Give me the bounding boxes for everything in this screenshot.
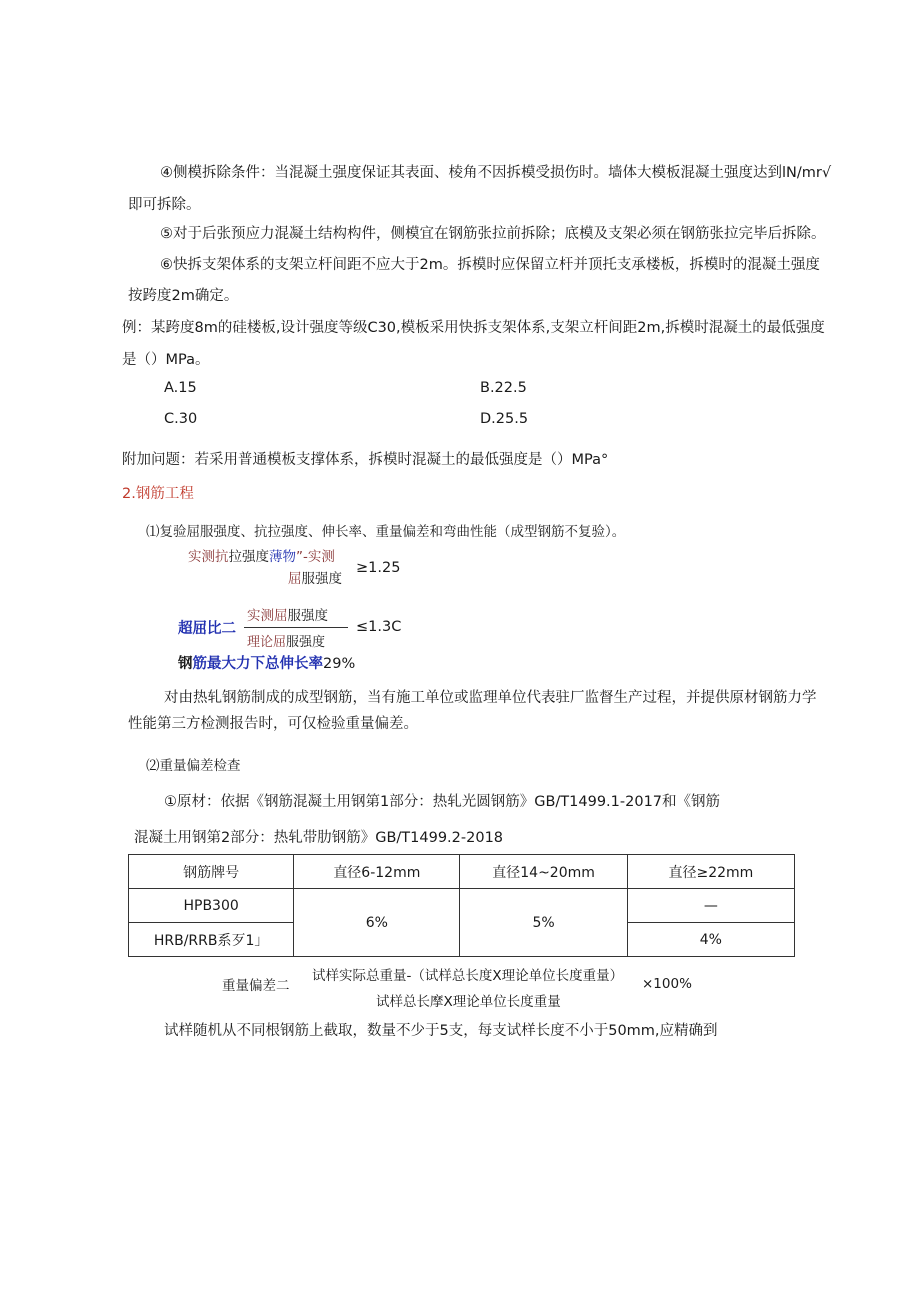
formula2-label: 超屈比二 <box>178 621 236 637</box>
weight-formula-denominator: 试样总长摩X理论单位长度重量 <box>376 994 561 1010</box>
paragraph-4-line1: ④侧模拆除条件：当混凝土强度保证其表面、棱角不因拆模受损伤时。墙体大模板混凝土强度达到lN∕mr√ <box>160 165 832 181</box>
formula1-numerator <box>188 547 335 567</box>
formula1-num-mid: 拉强度 <box>228 549 269 565</box>
item-1: ⑴复验屈服强度、抗拉强度、伸长率、重量偏差和弯曲性能（成型钢筋不复验）。 <box>146 524 626 540</box>
formula2-denominator <box>247 633 325 653</box>
example-question-line1: 例：某跨度8m的硅楼板,设计强度等级C30,模板采用快拆支架体系,支架立杆间距2m,拆模时混凝土的最低强度 <box>122 320 825 336</box>
paragraph-4-line2: 即可拆除。 <box>128 197 201 213</box>
header-diameter-14-20: 直径14~20mm <box>460 855 627 889</box>
item-2: ⑵重量偏差检查 <box>146 758 241 774</box>
sampling-text: 试样随机从不同根钢筋上截取，数量不少于5支，每支试样长度不小于50mm,应精确到 <box>164 1023 718 1039</box>
formula1-den-rest: 服强度 <box>301 571 342 587</box>
formula2-numerator <box>247 606 328 626</box>
value-hpb-22: — <box>627 889 794 923</box>
material-line1: ①原材：依据《钢筋混凝土用钢第1部分：热轧光圆钢筋》GB/T1499.1-2017和《钢筋 <box>164 794 721 810</box>
value-14-20: 5% <box>460 889 627 957</box>
header-grade: 钢筋牌号 <box>129 855 294 889</box>
formula3-prefix: 钢 <box>178 656 193 672</box>
formula1-num-suffix: ”-实测 <box>296 549 335 565</box>
section-heading: 2.钢筋工程 <box>122 486 194 502</box>
formula2-relation: ≤1.3C <box>356 619 402 635</box>
note-line1: 对由热轧钢筋制成的成型钢筋，当有施工单位或监理单位代表驻厂监督生产过程，并提供原材钢筋力学 <box>164 690 817 706</box>
formula3 <box>178 654 355 674</box>
option-c: C.30 <box>164 411 198 427</box>
weight-formula-multiplier: ×100% <box>642 976 692 992</box>
formula3-blue: 筋最大力下总伸长率 <box>192 656 323 672</box>
table-header-row <box>129 855 795 889</box>
formula1-relation: ≥1.25 <box>356 560 401 576</box>
paragraph-5: ⑤对于后张预应力混凝土结构构件，侧模宜在钢筋张拉前拆除；底模及支架必须在钢筋张拉完毕后拆除。 <box>160 226 826 242</box>
option-b: B.22.5 <box>480 380 527 396</box>
formula1-denominator <box>288 569 342 589</box>
table-row <box>129 889 795 923</box>
formula1-num-prefix: 实测抗 <box>188 549 229 565</box>
weight-formula-label: 重量偏差二 <box>222 978 290 994</box>
note-line2: 性能第三方检测报告时，可仅检验重量偏差。 <box>128 716 418 732</box>
header-diameter-22: 直径≥22mm <box>627 855 794 889</box>
weight-formula-numerator: 试样实际总重量-（试样总长度X理论单位长度重量） <box>312 968 624 984</box>
grade-hpb300: HPB300 <box>129 889 294 923</box>
formula3-suffix: 29% <box>323 656 356 672</box>
example-question-line2: 是（）MPa。 <box>122 352 210 368</box>
value-6-12: 6% <box>294 889 460 957</box>
header-diameter-6-12: 直径6-12mm <box>294 855 460 889</box>
grade-hrb-rrb: HRB/RRB系歹1」 <box>129 923 294 957</box>
extra-question: 附加问题：若采用普通模板支撑体系，拆模时混凝土的最低强度是（）MPa° <box>122 452 609 468</box>
formula2-fraction-bar <box>244 627 348 628</box>
formula1-den-prefix: 屈 <box>288 571 302 587</box>
formula1-num-blue: 薄物 <box>269 549 296 565</box>
value-hrb-22: 4% <box>627 923 794 957</box>
option-d: D.25.5 <box>480 411 529 427</box>
formula2-num-rest: 服强度 <box>287 608 328 624</box>
material-line2: 混凝土用钢第2部分：热轧带肋钢筋》GB/T1499.2-2018 <box>134 830 504 846</box>
formula2-den-rest: 服强度 <box>286 635 326 650</box>
paragraph-6-line1: ⑥快拆支架体系的支架立杆间距不应大于2m。拆模时应保留立杆并顶托支承楼板，拆模时的混凝土强度 <box>160 257 820 273</box>
formula2-den-prefix: 理论屈 <box>247 635 287 650</box>
paragraph-6-line2: 按跨度2m确定。 <box>128 288 239 304</box>
weight-deviation-table <box>128 854 795 957</box>
option-a: A.15 <box>164 380 197 396</box>
formula2-num-prefix: 实测屈 <box>247 608 288 624</box>
